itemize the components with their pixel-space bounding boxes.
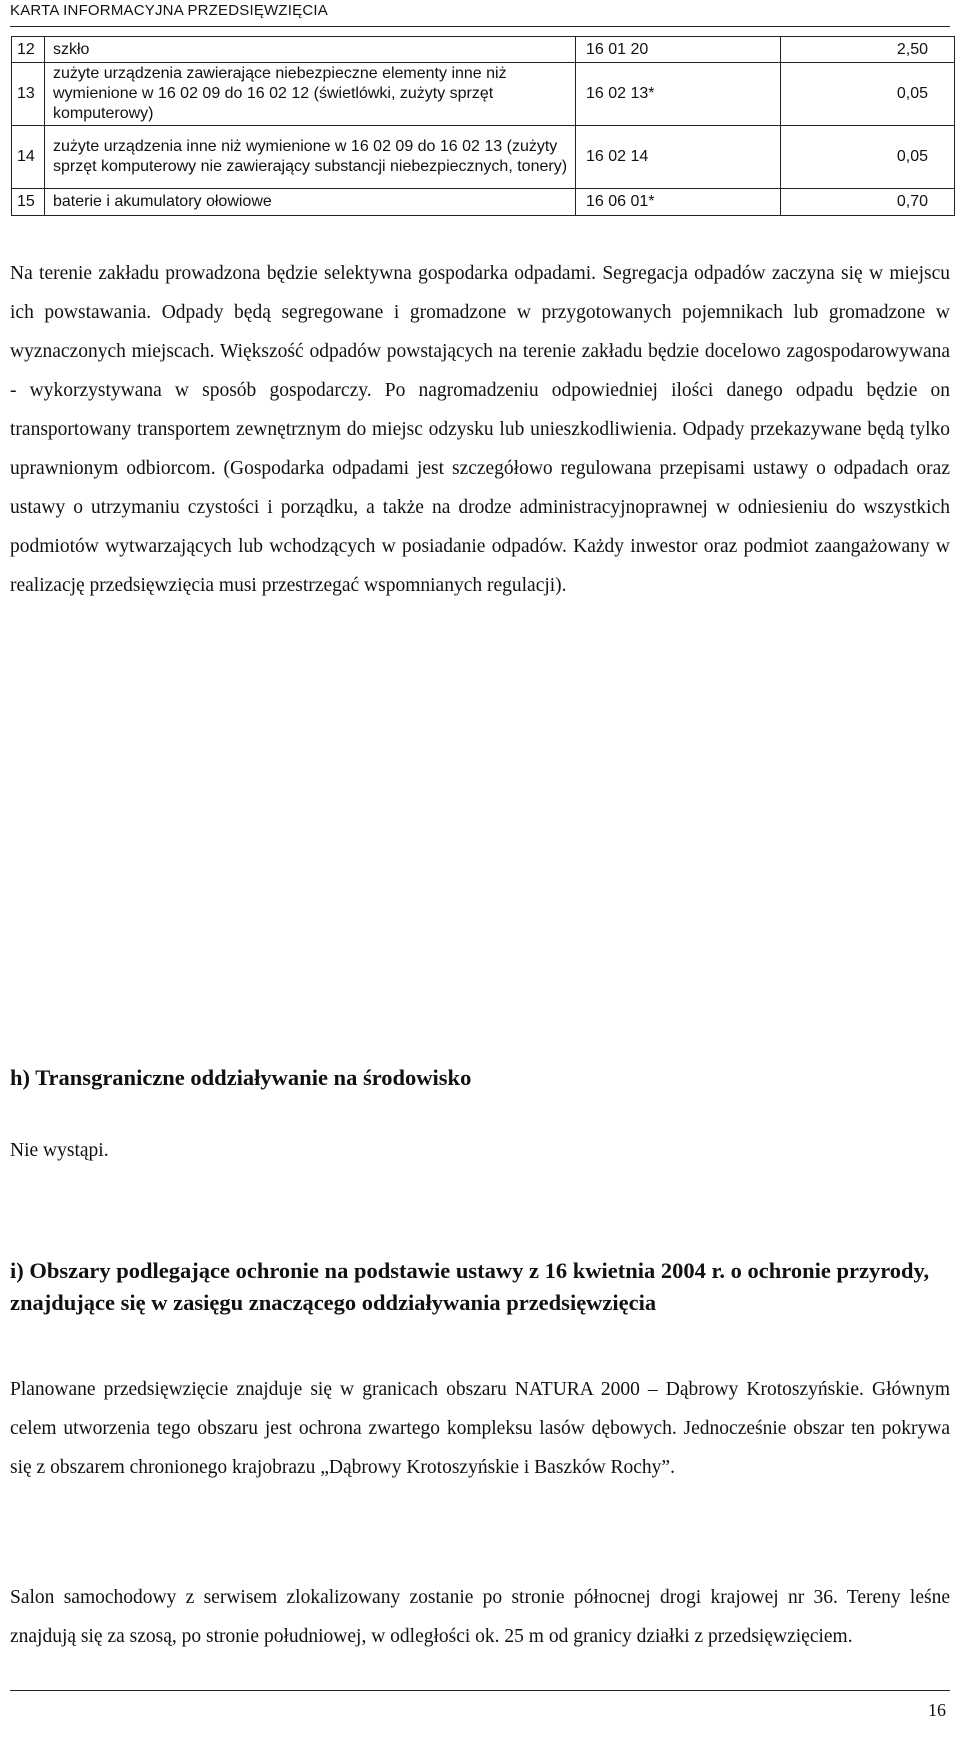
location-paragraph: Salon samochodowy z serwisem zlokalizowany zostanie po stronie północnej drogi krajowej nr 36. Tereny leśne znajdują się za szosą, po stronie południowej, w odległości ok. 25 m od granicy działki z przedsięwzięciem. xyxy=(10,1587,950,1647)
row-number: 13 xyxy=(12,63,45,126)
waste-name: zużyte urządzenia zawierające niebezpieczne elementy inne niż wymienione w 16 02 09 do 16 02 12 (świetlówki, zużyty sprzęt komputerowy) xyxy=(45,63,576,126)
waste-name: baterie i akumulatory ołowiowe xyxy=(45,189,576,216)
waste-code: 16 02 13* xyxy=(576,63,781,126)
row-number: 15 xyxy=(12,189,45,216)
waste-table xyxy=(11,36,955,216)
waste-name: szkło xyxy=(45,37,576,63)
document-header-title: KARTA INFORMACYJNA PRZEDSIĘWZIĘCIA xyxy=(10,2,328,19)
table-row xyxy=(12,63,955,126)
waste-code: 16 01 20 xyxy=(576,37,781,63)
table-row xyxy=(12,189,955,216)
page-number: 16 xyxy=(928,1700,946,1720)
section-h-heading: h) Transgraniczne oddziaływanie na środowisko xyxy=(10,1065,472,1090)
page-footer xyxy=(10,1690,950,1737)
waste-code: 16 02 14 xyxy=(576,126,781,189)
waste-amount: 0,05 xyxy=(781,63,955,126)
waste-amount: 2,50 xyxy=(781,37,955,63)
row-number: 14 xyxy=(12,126,45,189)
section-h-text: Nie wystąpi. xyxy=(10,1140,109,1161)
waste-management-paragraph: Na terenie zakładu prowadzona będzie selektywna gospodarka odpadami. Segregacja odpadów zaczyna się w miejscu ich powstawania. Odpady będą segregowane i gromadzone w przygotowanych pojemnikach lub gromadzone w wyznaczonych miejscach. Większość odpadów powstających na terenie zakładu będzie docelowo zagospodarowywana - wykorzystywana w sposób gospodarczy. Po nagromadzeniu odpowiedniej ilości danego odpadu będzie on transportowany transportem zewnętrznym do miejsc odzysku lub unieszkodliwienia. Odpady przekazywane będą tylko uprawnionym odbiorcom. (Gospodarka odpadami jest szczegółowo regulowana przepisami ustawy o odpadach oraz ustawy o utrzymaniu czystości i porządku, a także na drodze administracyjnoprawnej w odniesieniu do wszystkich podmiotów wytwarzających lub wchodzących w posiadanie odpadów. Każdy inwestor oraz podmiot zaangażowany w realizację przedsięwzięcia musi przestrzegać wspomnianych regulacji). xyxy=(10,263,950,596)
waste-amount: 0,05 xyxy=(781,126,955,189)
natura-2000-paragraph: Planowane przedsięwzięcie znajduje się w granicach obszaru NATURA 2000 – Dąbrowy Krotoszyńskie. Głównym celem utworzenia tego obszaru jest ochrona zwartego kompleksu lasów dębowych. Jednocześnie obszar ten pokrywa się z obszarem chronionego krajobrazu „Dąbrowy Krotoszyńskie i Baszków Rochy”. xyxy=(10,1379,950,1478)
waste-amount: 0,70 xyxy=(781,189,955,216)
table-row xyxy=(12,37,955,63)
waste-code: 16 06 01* xyxy=(576,189,781,216)
row-number: 12 xyxy=(12,37,45,63)
document-header xyxy=(10,0,950,27)
section-i-heading: i) Obszary podlegające ochronie na podstawie ustawy z 16 kwietnia 2004 r. o ochronie przyrody, znajdujące się w zasięgu znaczącego oddziaływania przedsięwzięcia xyxy=(10,1258,930,1315)
waste-name: zużyte urządzenia inne niż wymienione w 16 02 09 do 16 02 13 (zużyty sprzęt komputerowy nie zawierający substancji niebezpiecznych, tonery) xyxy=(45,126,576,189)
table-row xyxy=(12,126,955,189)
